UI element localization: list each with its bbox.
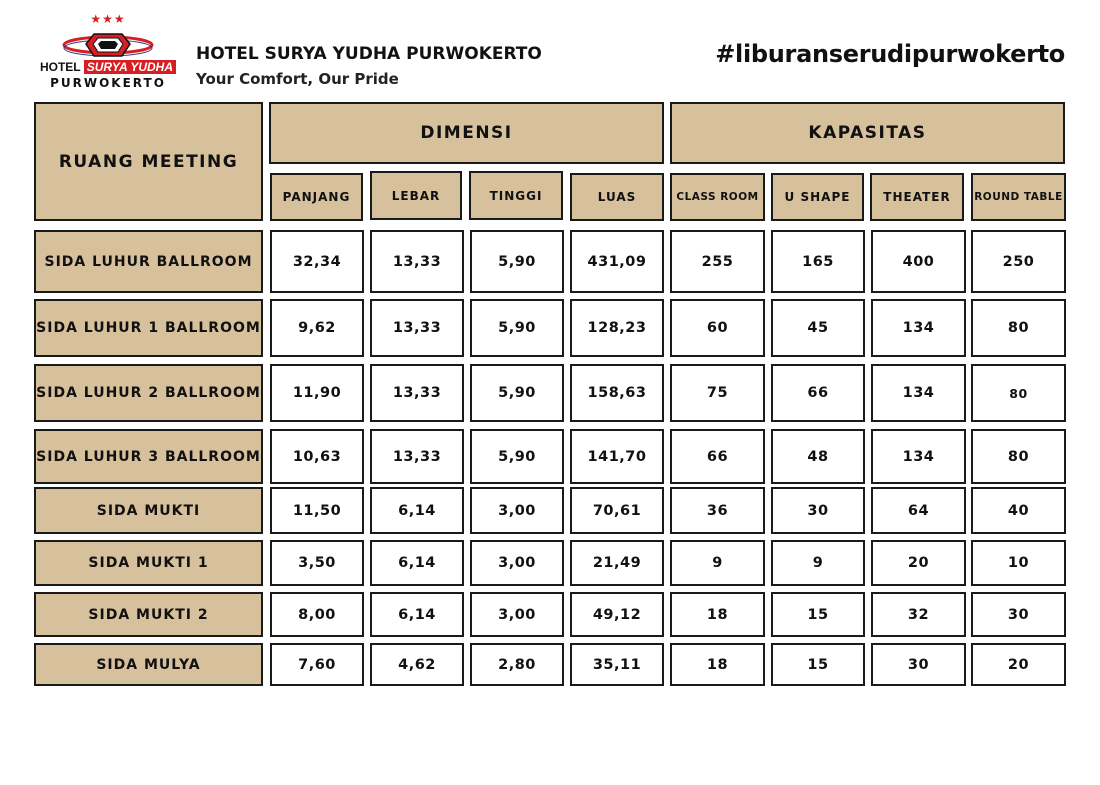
hotel-logo bbox=[38, 12, 178, 94]
room-column-header: RUANG MEETING bbox=[34, 102, 263, 221]
panjang-cell: 11,50 bbox=[270, 487, 364, 534]
luas-cell: 21,49 bbox=[570, 540, 664, 586]
theater-cell: 400 bbox=[871, 230, 966, 293]
class-room-cell: 18 bbox=[670, 592, 765, 637]
tagline: Your Comfort, Our Pride bbox=[196, 70, 399, 88]
luas-cell: 431,09 bbox=[570, 230, 664, 293]
panjang-cell: 8,00 bbox=[270, 592, 364, 637]
luas-cell: 70,61 bbox=[570, 487, 664, 534]
hashtag: #liburanserudipurwokerto bbox=[715, 40, 1065, 68]
room-name-cell: SIDA MUKTI bbox=[34, 487, 263, 534]
u-shape-cell: 15 bbox=[771, 592, 865, 637]
column-header-luas: LUAS bbox=[570, 173, 664, 221]
class-room-cell: 18 bbox=[670, 643, 765, 686]
room-name-cell: SIDA LUHUR 1 BALLROOM bbox=[34, 299, 263, 357]
logo-emblem-icon bbox=[60, 26, 156, 62]
theater-cell: 134 bbox=[871, 364, 966, 422]
class-room-cell: 36 bbox=[670, 487, 765, 534]
column-header-u-shape: U SHAPE bbox=[771, 173, 864, 221]
class-room-cell: 75 bbox=[670, 364, 765, 422]
room-name-cell: SIDA MUKTI 2 bbox=[34, 592, 263, 637]
tinggi-cell: 2,80 bbox=[470, 643, 564, 686]
round-table-cell: 20 bbox=[971, 643, 1066, 686]
room-name-cell: SIDA LUHUR 3 BALLROOM bbox=[34, 429, 263, 484]
room-name-cell: SIDA MUKTI 1 bbox=[34, 540, 263, 586]
column-header-round-table: ROUND TABLE bbox=[971, 173, 1066, 221]
theater-cell: 64 bbox=[871, 487, 966, 534]
room-name-cell: SIDA LUHUR 2 BALLROOM bbox=[34, 364, 263, 422]
lebar-cell: 6,14 bbox=[370, 487, 464, 534]
class-room-cell: 60 bbox=[670, 299, 765, 357]
logo-city: PURWOKERTO bbox=[50, 76, 166, 90]
tinggi-cell: 5,90 bbox=[470, 429, 564, 484]
dimensi-header: DIMENSI bbox=[269, 102, 664, 164]
column-header-lebar: LEBAR bbox=[370, 171, 462, 220]
class-room-cell: 66 bbox=[670, 429, 765, 484]
lebar-cell: 13,33 bbox=[370, 299, 464, 357]
tinggi-cell: 3,00 bbox=[470, 540, 564, 586]
panjang-cell: 10,63 bbox=[270, 429, 364, 484]
round-table-cell: 80 bbox=[971, 429, 1066, 484]
lebar-cell: 4,62 bbox=[370, 643, 464, 686]
room-name-cell: SIDA LUHUR BALLROOM bbox=[34, 230, 263, 293]
lebar-cell: 13,33 bbox=[370, 364, 464, 422]
panjang-cell: 7,60 bbox=[270, 643, 364, 686]
lebar-cell: 13,33 bbox=[370, 429, 464, 484]
round-table-cell: 80 bbox=[971, 364, 1066, 422]
lebar-cell: 6,14 bbox=[370, 540, 464, 586]
tinggi-cell: 5,90 bbox=[470, 364, 564, 422]
luas-cell: 35,11 bbox=[570, 643, 664, 686]
u-shape-cell: 30 bbox=[771, 487, 865, 534]
room-name-cell: SIDA MULYA bbox=[34, 643, 263, 686]
panjang-cell: 32,34 bbox=[270, 230, 364, 293]
round-table-cell: 40 bbox=[971, 487, 1066, 534]
u-shape-cell: 9 bbox=[771, 540, 865, 586]
luas-cell: 128,23 bbox=[570, 299, 664, 357]
u-shape-cell: 45 bbox=[771, 299, 865, 357]
column-header-class-room: CLASS ROOM bbox=[670, 173, 765, 221]
luas-cell: 141,70 bbox=[570, 429, 664, 484]
theater-cell: 30 bbox=[871, 643, 966, 686]
u-shape-cell: 15 bbox=[771, 643, 865, 686]
lebar-cell: 13,33 bbox=[370, 230, 464, 293]
round-table-cell: 80 bbox=[971, 299, 1066, 357]
lebar-cell: 6,14 bbox=[370, 592, 464, 637]
hotel-name: HOTEL SURYA YUDHA PURWOKERTO bbox=[196, 44, 542, 64]
column-header-theater: THEATER bbox=[870, 173, 964, 221]
logo-stars: ★★★ bbox=[90, 12, 126, 26]
column-header-tinggi: TINGGI bbox=[469, 171, 563, 220]
theater-cell: 134 bbox=[871, 299, 966, 357]
u-shape-cell: 48 bbox=[771, 429, 865, 484]
tinggi-cell: 3,00 bbox=[470, 487, 564, 534]
column-header-panjang: PANJANG bbox=[270, 173, 363, 221]
luas-cell: 49,12 bbox=[570, 592, 664, 637]
panjang-cell: 11,90 bbox=[270, 364, 364, 422]
luas-cell: 158,63 bbox=[570, 364, 664, 422]
u-shape-cell: 165 bbox=[771, 230, 865, 293]
tinggi-cell: 3,00 bbox=[470, 592, 564, 637]
round-table-cell: 10 bbox=[971, 540, 1066, 586]
round-table-cell: 30 bbox=[971, 592, 1066, 637]
kapasitas-header: KAPASITAS bbox=[670, 102, 1065, 164]
class-room-cell: 9 bbox=[670, 540, 765, 586]
u-shape-cell: 66 bbox=[771, 364, 865, 422]
theater-cell: 32 bbox=[871, 592, 966, 637]
tinggi-cell: 5,90 bbox=[470, 230, 564, 293]
panjang-cell: 9,62 bbox=[270, 299, 364, 357]
theater-cell: 20 bbox=[871, 540, 966, 586]
round-table-cell: 250 bbox=[971, 230, 1066, 293]
class-room-cell: 255 bbox=[670, 230, 765, 293]
tinggi-cell: 5,90 bbox=[470, 299, 564, 357]
panjang-cell: 3,50 bbox=[270, 540, 364, 586]
theater-cell: 134 bbox=[871, 429, 966, 484]
logo-brand: HOTEL SURYA YUDHA bbox=[38, 60, 178, 74]
